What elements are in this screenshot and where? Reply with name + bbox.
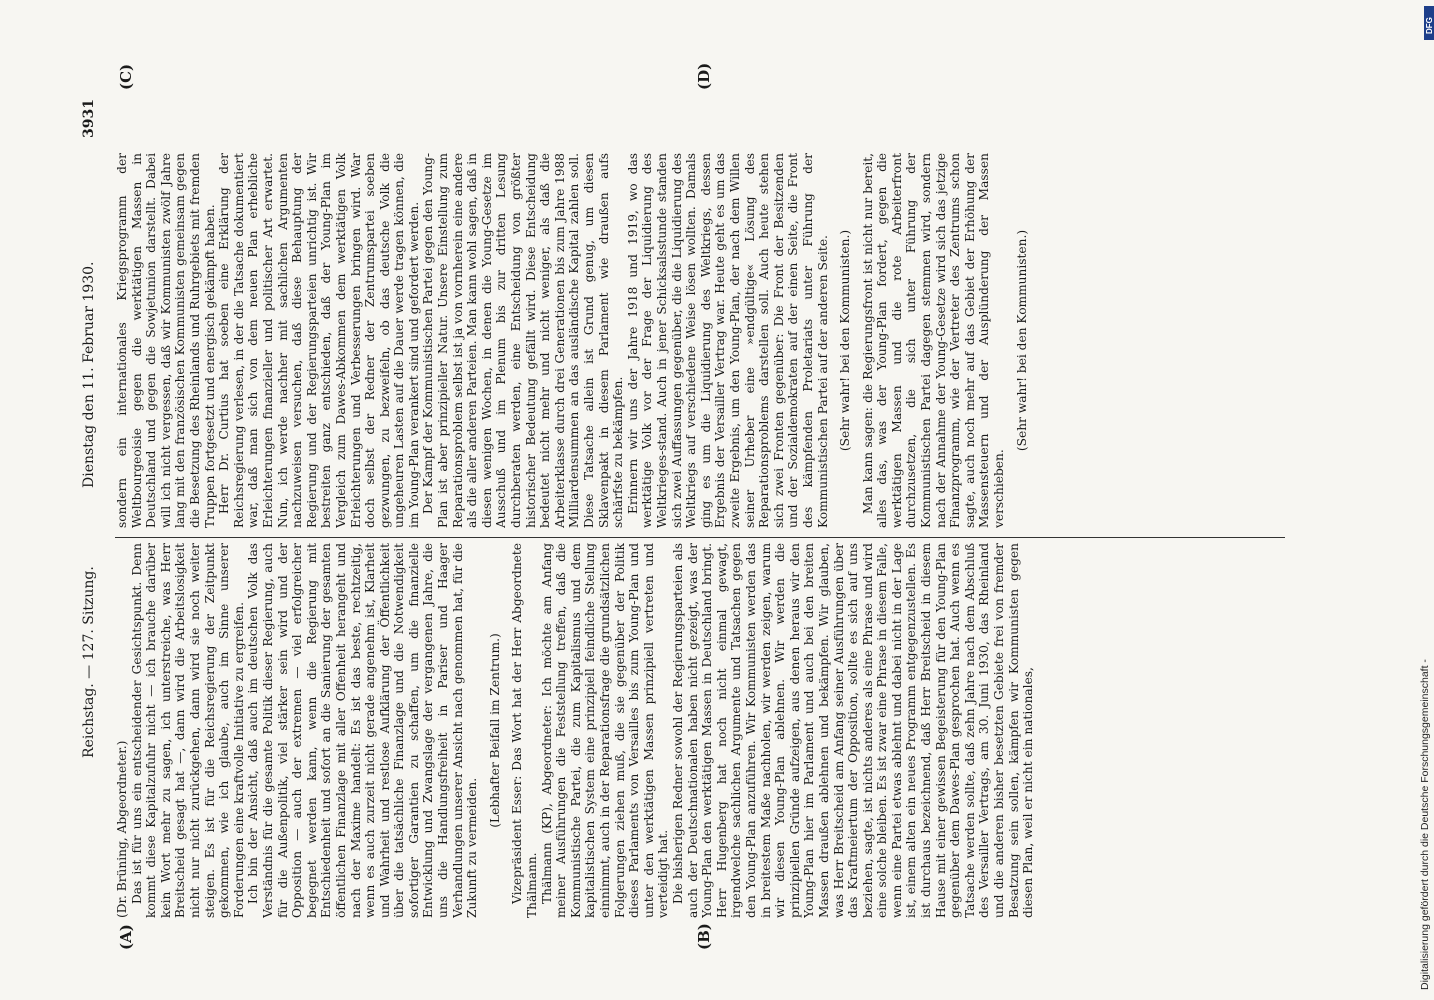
paragraph: Thälmann (KP), Abgeordneter: Ich möchte am Anfang meiner Ausführungen die Feststellung treffen, daß die Kommunistische Partei, die zum Kapitalismus und dem kapitalistischen System eine prinzipiell feindliche Stellung einnimmt, auch in der Reparationsfrage die grundsätzlichen Folgerungen ziehen muß, die sie gegenüber der Politik dieses Parlaments von Versailles bis zum Young-Plan und unter den werktätigen Massen prinzipiell vertreten und verteidigt hat. xyxy=(539,543,671,918)
chair-statement: Vizepräsident Esser: Das Wort hat der Herr Abgeordnete Thälmann. xyxy=(510,543,540,918)
paragraph: Erinnern wir uns der Jahre 1918 und 1919, wo das werktätige Volk vor der Frage der Liquidierung des Weltkrieges-stand. Auch in jener Schicksalsstunde standen sich zwei Auffassungen gegenüber, die die Liquidierung des Weltkriegs auf verschiedene Weise lösen wollten. Damals ging es um die Liquidierung des Weltkriegs, dessen Ergebnis der Versailler Vertrag war. Heute geht es um das zweite Ergebnis, um den Young-Plan, der nach dem Willen seiner Urheber eine »endgültige« Lösung des Reparationsproblems darstellen soll. Auch heute stehen sich zwei Fronten gegenüber: Die Front der Besitzenden und der Sozialdemokraten auf der einen Seite, die Front des kämpfenden Proletariats unter Führung der Kommunistischen Partei auf der anderen Seite. xyxy=(625,153,830,528)
paragraph: Das ist für uns ein entscheidender Gesichtspunkt. Denn kommt diese Kapitalzufuhr nicht — ich brauche darüber kein Wort mehr zu sagen, ich unterstreiche, was Herr Breitscheid gesagt hat —, dann wird die Arbeitslosigkeit nicht nur nicht zurückgehen, dann wird sie noch weiter steigen. Es ist für die Reichsregierung der Zeitpunkt gekommen, wie ich glaube, auch im Sinne unserer Forderungen eine kraftvolle Initiative zu ergreifen. xyxy=(129,543,246,918)
margin-marker-b: (B) xyxy=(695,923,713,950)
column-right xyxy=(115,153,1330,528)
column-divider xyxy=(115,537,1285,538)
digitization-caption: Digitalisierung gefördert durch die Deutsche Forschungsgemeinschaft - xyxy=(1419,659,1431,990)
page-number: 3931 xyxy=(81,99,97,138)
paragraph: sondern ein internationales Kriegsprogramm der Weltbourgeoisie gegen die werktätigen Massen in Deutschland und gegen die Sowjetunion darstellt. Dabei will ich nicht vergessen, daß wir Kommunisten zwölf Jahre lang mit den französischen Kommunisten gemeinsam gegen die Besetzung des Rheinlands und Ruhrgebiets mit fremden Truppen fortgesetzt und energisch gekämpft haben. xyxy=(115,153,217,528)
paragraph: Ich bin der Ansicht, daß auch im deutschen Volk das Verständnis für die gesamte Politik dieser Regierung, auch für die Außenpolitik, viel stärker sein wird und der Opposition — auch der extremen — viel erfolgreicher begegnet werden kann, wenn die Regierung mit Entschiedenheit und sofort an die Sanierung der gesamten öffentlichen Finanzlage mit aller Offenheit herangeht und nach der Maxime handelt: Es ist das beste, rechtzeitig, wenn es auch zurzeit nicht gerade angenehm ist, Klarheit und Wahrheit und restlose Aufklärung der Öffentlichkeit über die tatsächliche Finanzlage und die Notwendigkeit sofortiger Garantien zu schaffen, um die finanzielle Entwicklung und Zwangslage der vergangenen Jahre, die uns die Handlungsfreiheit in Pariser und Haager Verhandlungen unserer Ansicht nach genommen hat, für die Zukunft zu vermeiden. xyxy=(246,543,480,918)
applause-note: (Lebhafter Beifall im Zentrum.) xyxy=(487,633,502,828)
margin-marker-c: (C) xyxy=(117,63,135,90)
interjection: (Sehr wahr! bei den Kommunisten.) xyxy=(1014,229,1029,452)
margin-marker-a: (A) xyxy=(117,924,135,950)
paragraph: Man kann sagen: die Regierungsfront ist nicht nur bereit, alles das, was der Young-Plan fordert, gegen die werktätigen Massen und die rote Arbeiterfront durchzusetzen, die sich unter Führung der Kommunistischen Partei dagegen stemmen wird, sondern nach der Annahme der Young-Gesetze wird sich das jetzige Finanzprogramm, wie der Vertreter des Zentrums schon sagte, auch noch mehr auf das Gebiet der Erhöhung der Massensteuern und der Ausplünderung der Massen verschieben. xyxy=(860,153,1007,528)
page-header xyxy=(75,38,103,958)
margin-marker-d: (D) xyxy=(695,62,713,90)
paragraph: Herr Dr. Curtius hat soeben eine Erklärung der Reichsregierung verlesen, in der die Tatsache dokumentiert war, daß man sich von dem neuen Plan erhebliche Erleichterungen finanzieller und politischer Art erwartet. Nun, ich werde nachher mit sachlichen Argumenten nachzuweisen versuchen, daß diese Behauptung der Regierung und der Regierungsparteien unrichtig ist. Wir bestreiten ganz entschieden, daß der Young-Plan im Vergleich zum Dawes-Abkommen dem werktätigen Volk Erleichterungen und Verbesserungen bringen wird. War doch selbst der Redner der Zentrumspartei soeben gezwungen, zu bezweifeln, ob das deutsche Volk die ungeheuren Lasten auf die Dauer werde tragen können, die im Young-Plan verankert sind und gefordert werden. xyxy=(217,153,421,528)
column-left xyxy=(115,543,1330,918)
paragraph: Der Kampf der Kommunistischen Partei gegen den Young-Plan ist aber prinzipieller Natur. Unsere Einstellung zum Reparationsproblem selbst ist ja von vornherein eine andere als die aller anderen Parteien. Man kann wohl sagen, daß in diesen wenigen Wochen, in denen die Young-Gesetze im Ausschuß und im Plenum bis zur dritten Lesung durchberaten werden, eine Entscheidung von größter historischer Bedeutung gefällt wird. Diese Entscheidung bedeutet nicht mehr und nicht weniger, als daß die Arbeiterklasse durch drei Generationen bis zum Jahre 1988 Milliardensummen an das ausländische Kapital zahlen soll. Diese Tatsache allein ist Grund genug, um diesen Sklavenpakt in diesem Parlament wie draußen aufs schärfste zu bekämpfen. xyxy=(421,153,626,528)
header-date: Dienstag den 11. Februar 1930. xyxy=(81,261,97,488)
interjection: (Sehr wahr! bei den Kommunisten.) xyxy=(838,229,853,452)
dfg-logo-text: DFG xyxy=(1425,17,1434,34)
header-session: Reichstag. — 127. Sitzung. xyxy=(81,566,97,758)
dfg-logo xyxy=(1424,6,1434,40)
rotated-newspaper-page xyxy=(75,38,1370,958)
paragraph: Die bisherigen Redner sowohl der Regierungsparteien als auch der Deutschnationalen haben nicht gezeigt, was der Young-Plan den werktätigen Massen in Deutschland bringt. Herr Hugenberg hat noch nicht einmal gewagt, irgendwelche sachlichen Argumente und Tatsachen gegen den Young-Plan anzuführen. Wir Kommunisten werden das in breitestem Maße nachholen, wir werden zeigen, warum wir diesen Young-Plan ablehnen. Wir werden die prinzipiellen Gründe aufzeigen, aus denen heraus wir den Young-Plan hier im Parlament und auch bei den breiten Massen draußen ablehnen und bekämpfen. Wir glauben, was Herr Breitscheid am Anfang seiner Ausführungen über das Kraftmeiertum der Opposition, sollte es sich auf uns beziehen, sagte, ist nichts anderes als eine Phrase und wird eine solche bleiben. Es ist zwar eine Phrase in diesem Falle, wenn eine Partei etwas ablehnt und dabei nicht in der Lage ist, einem alten ein neues Programm entgegenzustellen. Es ist durchaus bezeichnend, daß Herr Breitscheid in diesem Hause mit einer gewissen Begeisterung für den Young-Plan gegenüber dem Dawes-Plan gesprochen hat. Auch wenn es Tatsache werden sollte, daß zehn Jahre nach dem Abschluß des Versailler Vertrags, am 30. Juni 1930, das Rheinland und die anderen bisher besetzten Gebiete frei von fremder Besatzung sein sollen, kämpfen wir Kommunisten gegen diesen Plan, weil er nicht ein nationales, xyxy=(670,543,1036,918)
speaker-line: (Dr. Brüning, Abgeordneter.) xyxy=(115,740,129,918)
